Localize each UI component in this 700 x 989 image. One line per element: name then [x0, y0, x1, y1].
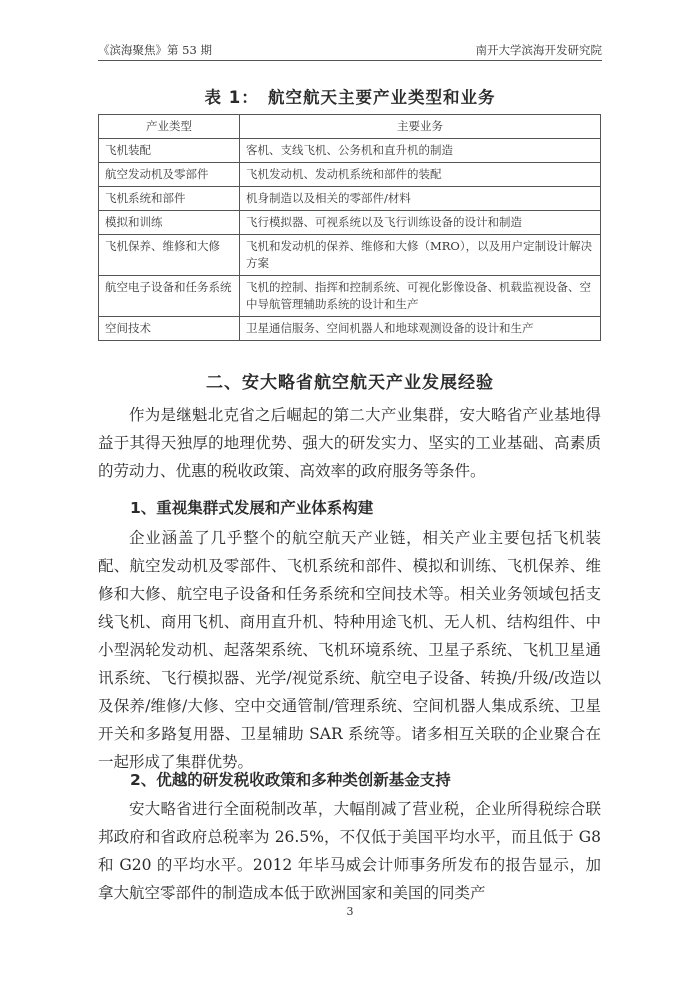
- business-cell: 飞行模拟器、可视系统以及飞行训练设备的设计和制造: [240, 211, 601, 235]
- industry-type-cell: 飞机系统和部件: [99, 187, 240, 211]
- column-header-business: 主要业务: [240, 115, 601, 139]
- header-journal-issue: 《滨海聚焦》第 53 期: [98, 43, 212, 57]
- table-row: [99, 235, 601, 276]
- table-row: [99, 317, 601, 341]
- intro-paragraph: 作为是继魁北克省之后崛起的第二大产业集群，安大略省产业基地得益于其得天独厚的地理优势、强大的研发实力、坚实的工业基础、高素质的劳动力、优惠的税收政策、高效率的政府服务等条件。: [98, 406, 601, 480]
- table-row: [99, 163, 601, 187]
- table-row: [99, 276, 601, 317]
- table-row: [99, 187, 601, 211]
- subsection-2-paragraph: 安大略省进行全面税制改革，大幅削减了营业税，企业所得税综合联邦政府和省政府总税率为 26.5%，不仅低于美国平均水平，而且低于 G8 和 G20 的平均水平。2012 年毕马威会计师事务所发布的报告显示，加拿大航空零部件的制造成本低于欧洲国家和美国的同类产: [98, 800, 601, 902]
- subsection-heading-2: 2、优越的研发税收政策和多种类创新基金支持: [130, 771, 451, 789]
- industry-table: [98, 114, 601, 341]
- column-header-type: 产业类型: [99, 115, 240, 139]
- table-row: [99, 211, 601, 235]
- subsection-heading-1: 1、重视集群式发展和产业体系构建: [130, 499, 374, 517]
- section-title: 二、安大略省航空航天产业发展经验: [206, 373, 494, 393]
- table-title: 表 1： 航空航天主要产业类型和业务: [204, 88, 496, 107]
- business-cell: 机身制造以及相关的零部件/材料: [240, 187, 601, 211]
- table-row: [99, 139, 601, 163]
- business-cell: 飞机的控制、指挥和控制系统、可视化影像设备、机载监视设备、空中导航管理辅助系统的设计和生产: [240, 276, 601, 317]
- business-cell: 客机、支线飞机、公务机和直升机的制造: [240, 139, 601, 163]
- industry-type-cell: 飞机保养、维修和大修: [99, 235, 240, 276]
- business-cell: 卫星通信服务、空间机器人和地球观测设备的设计和生产: [240, 317, 601, 341]
- header-institution: 南开大学滨海开发研究院: [475, 43, 602, 57]
- industry-type-cell: 模拟和训练: [99, 211, 240, 235]
- page-header: [98, 38, 602, 61]
- business-cell: 飞机和发动机的保养、维修和大修（MRO），以及用户定制设计解决方案: [240, 235, 601, 276]
- industry-type-cell: 空间技术: [99, 317, 240, 341]
- industry-type-cell: 航空电子设备和任务系统: [99, 276, 240, 317]
- industry-type-cell: 航空发动机及零部件: [99, 163, 240, 187]
- page-number: 3: [346, 905, 354, 918]
- subsection-1-paragraph: 企业涵盖了几乎整个的航空航天产业链，相关产业主要包括飞机装配、航空发动机及零部件、飞机系统和部件、模拟和训练、飞机保养、维修和大修、航空电子设备和任务系统和空间技术等。相关业务领域包括支线飞机、商用飞机、商用直升机、特种用途飞机、无人机、结构组件、中小型涡轮发动机、起落架系统、飞机环境系统、卫星子系统、飞机卫星通讯系统、飞行模拟器、光学/视觉系统、航空电子设备、转换/升级/改造以及保养/维修/大修、空中交通管制/管理系统、空间机器人集成系统、卫星开关和多路复用器、卫星辅助 SAR 系统等。诸多相互关联的企业聚合在一起形成了集群优势。: [98, 529, 601, 771]
- table-header-row: [99, 115, 601, 139]
- business-cell: 飞机发动机、发动机系统和部件的装配: [240, 163, 601, 187]
- industry-type-cell: 飞机装配: [99, 139, 240, 163]
